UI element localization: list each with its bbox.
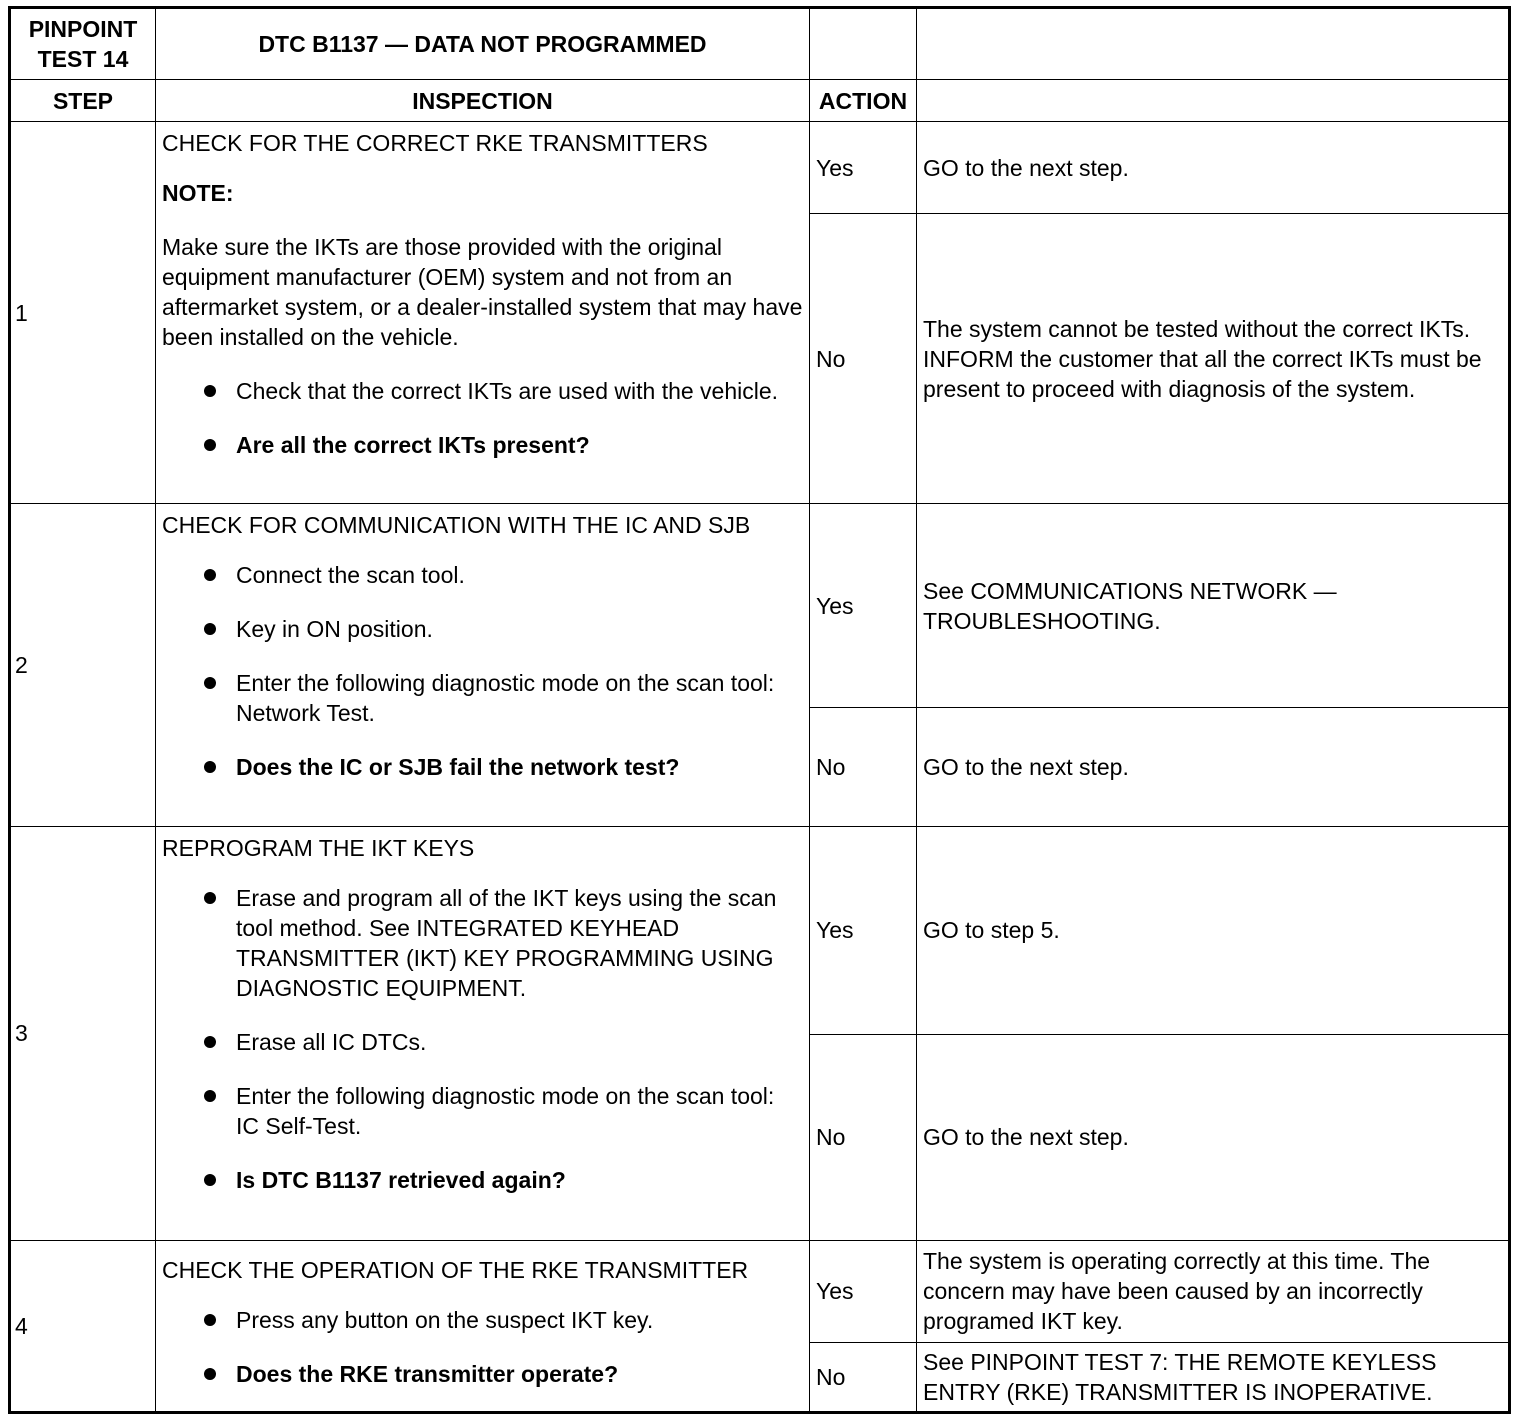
bullet-icon	[204, 1368, 216, 1380]
empty-header-cell	[917, 8, 1510, 80]
pinpoint-test-table	[8, 6, 1511, 1414]
list-item: Enter the following diagnostic mode on the scan tool: IC Self-Test.	[162, 1081, 803, 1141]
note-text: Make sure the IKTs are those provided with the original equipment manufacturer (OEM) system and not from an aftermarket system, or a dealer-installed system that may have been installed on the vehicle.	[162, 234, 803, 351]
bullet-icon	[204, 439, 216, 451]
bullet-icon	[204, 892, 216, 904]
no-action: See PINPOINT TEST 7: THE REMOTE KEYLESS ENTRY (RKE) TRANSMITTER IS INOPERATIVE.	[917, 1342, 1510, 1412]
list-item: Press any button on the suspect IKT key.	[162, 1305, 803, 1335]
column-header-step: STEP	[10, 80, 156, 122]
yes-label: Yes	[810, 826, 917, 1034]
yes-label: Yes	[810, 1240, 917, 1342]
list-item: Enter the following diagnostic mode on the scan tool: Network Test.	[162, 668, 803, 728]
column-header-inspection: INSPECTION	[156, 80, 810, 122]
empty-header-cell	[917, 80, 1510, 122]
step-number: 4	[10, 1240, 156, 1412]
bullet-icon	[204, 1090, 216, 1102]
bullet-icon	[204, 569, 216, 581]
yes-action: GO to the next step.	[917, 122, 1510, 214]
step-title: CHECK THE OPERATION OF THE RKE TRANSMITTER	[162, 1256, 749, 1283]
bullet-icon	[204, 1174, 216, 1186]
step-number: 2	[10, 504, 156, 826]
no-label: No	[810, 708, 917, 826]
step-title: CHECK FOR COMMUNICATION WITH THE IC AND SJB	[162, 512, 751, 539]
table-row	[10, 504, 1510, 708]
bullet-icon	[204, 677, 216, 689]
yes-label: Yes	[810, 122, 917, 214]
bullet-icon	[204, 385, 216, 397]
bullet-icon	[204, 761, 216, 773]
bullet-icon	[204, 623, 216, 635]
no-label: No	[810, 214, 917, 504]
page-title: DTC B1137 — DATA NOT PROGRAMMED	[156, 8, 810, 80]
step-number: 1	[10, 122, 156, 504]
empty-header-cell	[810, 8, 917, 80]
no-action: GO to the next step.	[917, 708, 1510, 826]
bullet-icon	[204, 1036, 216, 1048]
inspection-cell	[156, 122, 810, 504]
list-item: Key in ON position.	[162, 614, 803, 644]
yes-label: Yes	[810, 504, 917, 708]
yes-action: The system is operating correctly at this time. The concern may have been caused by an incorrectly programed IKT key.	[917, 1240, 1510, 1342]
yes-action: See COMMUNICATIONS NETWORK — TROUBLESHOOTING.	[917, 504, 1510, 708]
inspection-cell	[156, 1240, 810, 1412]
test-label: PINPOINT TEST 14	[10, 8, 156, 80]
table-row	[10, 1240, 1510, 1342]
no-action: The system cannot be tested without the correct IKTs. INFORM the customer that all the correct IKTs must be present to proceed with diagnosis of the system.	[917, 214, 1510, 504]
step-number: 3	[10, 826, 156, 1240]
column-header-row	[10, 80, 1510, 122]
list-item: Erase all IC DTCs.	[162, 1027, 803, 1057]
no-label: No	[810, 1342, 917, 1412]
step-title: CHECK FOR THE CORRECT RKE TRANSMITTERS	[162, 130, 708, 157]
table-row	[10, 122, 1510, 214]
bullet-icon	[204, 1314, 216, 1326]
question: Does the IC or SJB fail the network test?	[162, 752, 803, 782]
no-label: No	[810, 1034, 917, 1240]
column-header-action: ACTION	[810, 80, 917, 122]
inspection-cell	[156, 826, 810, 1240]
yes-action: GO to step 5.	[917, 826, 1510, 1034]
question: Does the RKE transmitter operate?	[162, 1359, 803, 1389]
no-action: GO to the next step.	[917, 1034, 1510, 1240]
question: Are all the correct IKTs present?	[162, 430, 803, 460]
list-item: Check that the correct IKTs are used with the vehicle.	[162, 376, 803, 406]
note-label: NOTE:	[162, 180, 234, 207]
table-row	[10, 826, 1510, 1034]
header-row	[10, 8, 1510, 80]
question: Is DTC B1137 retrieved again?	[162, 1165, 803, 1195]
inspection-cell	[156, 504, 810, 826]
list-item: Connect the scan tool.	[162, 560, 803, 590]
step-title: REPROGRAM THE IKT KEYS	[162, 834, 475, 861]
list-item: Erase and program all of the IKT keys using the scan tool method. See INTEGRATED KEYHEAD TRANSMITTER (IKT) KEY PROGRAMMING USING DIAGNOSTIC EQUIPMENT.	[162, 883, 803, 1003]
